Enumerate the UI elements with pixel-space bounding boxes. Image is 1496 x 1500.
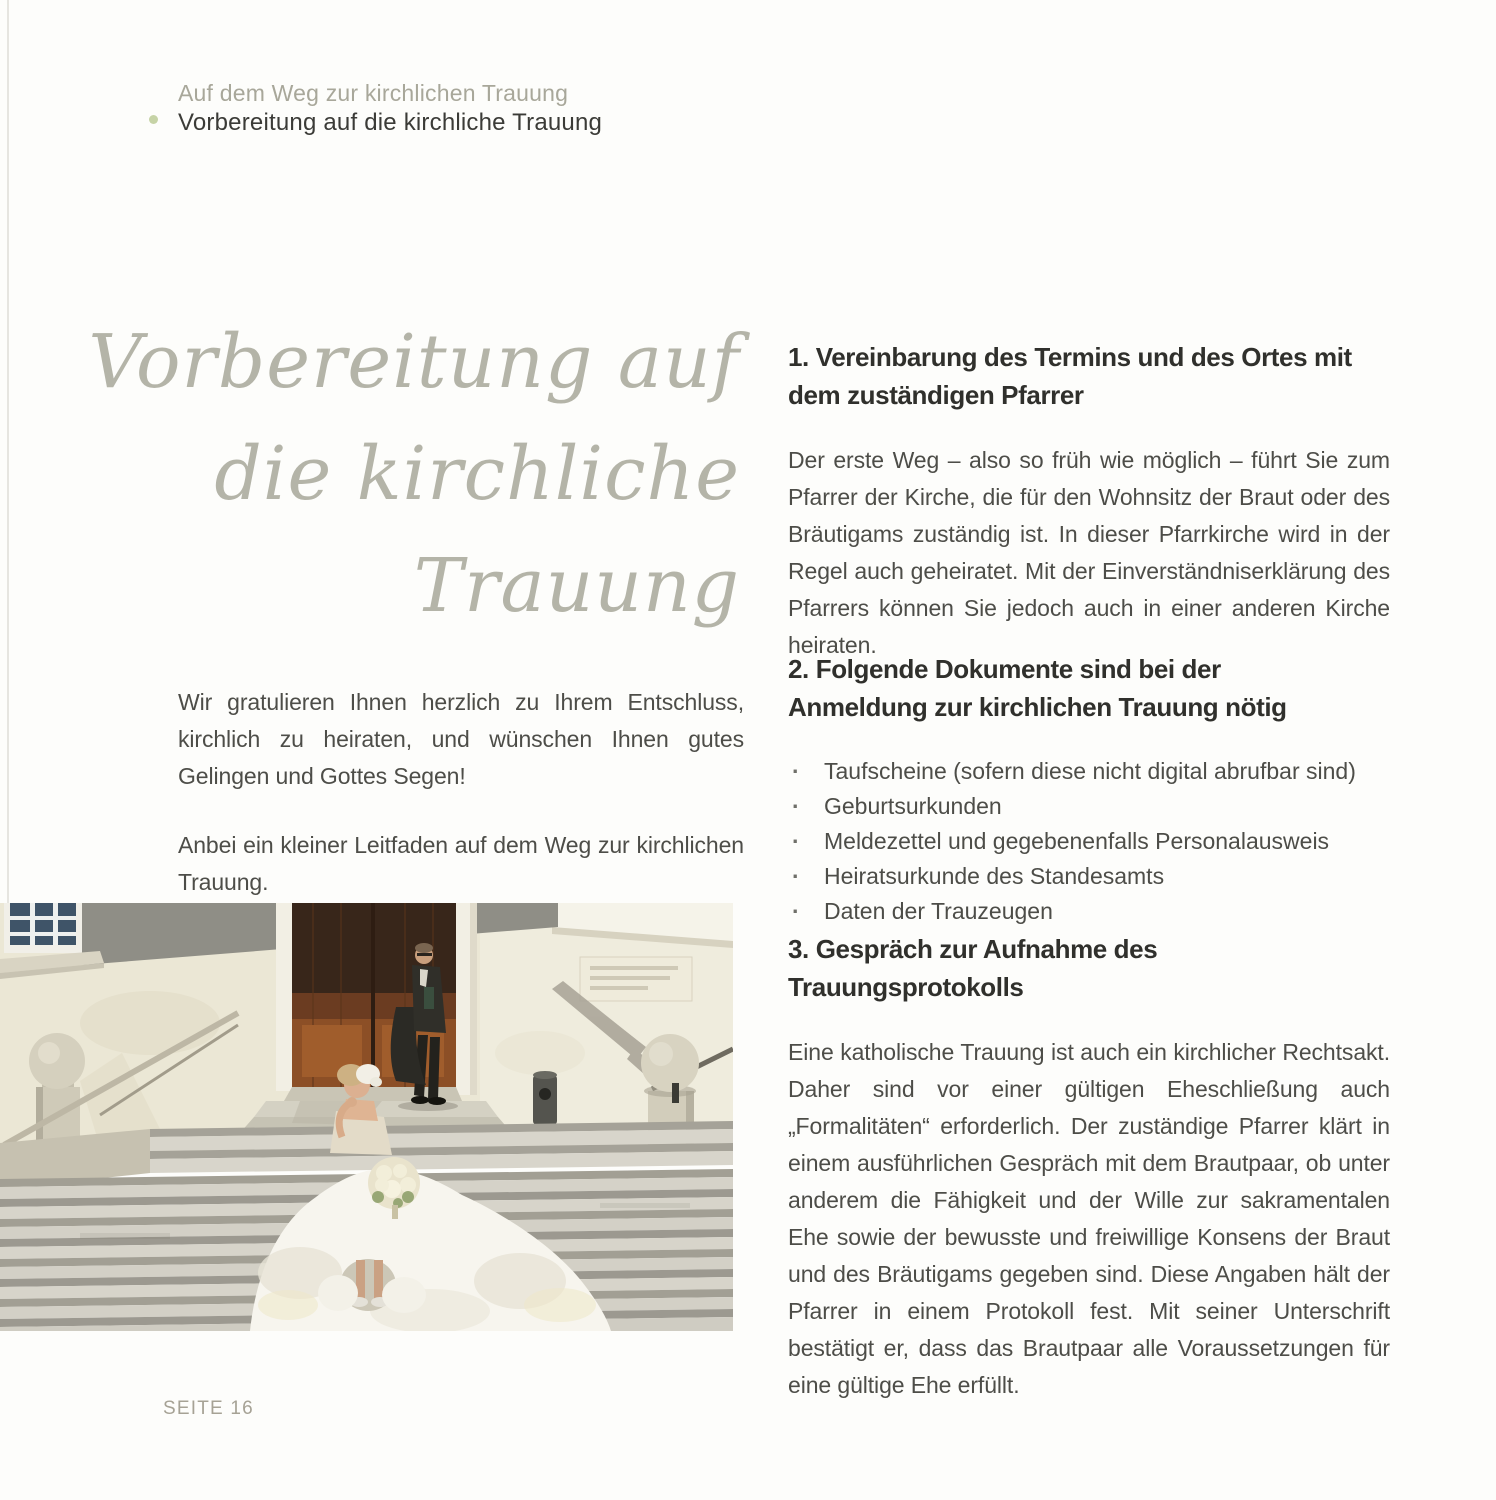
section-body: Der erste Weg – also so früh wie möglich – führt Sie zum Pfarrer der Kirche, die für den Wohnsitz der Braut oder des Bräutigams zuständig ist. In dieser Pfarrkirche wird in der Regel auch geheiratet. Mit der Einverständniserklärung des Pfarrers können Sie jedoch auch in einer anderen Kirche heiraten. (788, 447, 1390, 658)
intro-paragraph: Anbei ein kleiner Leitfaden auf dem Weg zur kirchlichen Trauung. (178, 832, 744, 895)
page-title-line: Vorbereitung auf (88, 319, 740, 405)
bullet-dot-icon: · (792, 898, 800, 924)
bullet-dot-icon: · (792, 828, 800, 854)
bullet-dot-icon: · (792, 863, 800, 889)
heading-line: Anmeldung zur kirchlichen Trauung nötig (788, 692, 1287, 722)
page-scan-edge (7, 0, 9, 903)
section-documents (788, 650, 1390, 929)
checklist-item-label: Heiratsurkunde des Standesamts (824, 863, 1165, 889)
page-number: SEITE 16 (163, 1398, 254, 1419)
section-body: Eine katholische Trauung ist auch ein kirchlicher Rechtsakt. Daher sind vor einer gültigen Eheschließung auch „Formalitäten“ erforderlich. Der zuständige Pfarrer klärt in einem ausführlichen Gespräch mit dem Brautpaar, ob unter anderem die Fähigkeit und der Wille zur sakramentalen Ehe sowie der bewusste und freiwillige Konsens der Braut und des Bräutigams gegeben sind. Diese Angaben hält der Pfarrer in einem Protokoll fest. Mit seiner Unterschrift bestätigt er, dass das Brautpaar alle Voraussetzungen für eine gültige Ehe erfüllt. (788, 1039, 1390, 1398)
intro-text (178, 684, 744, 901)
checklist-item-label: Geburtsurkunden (824, 793, 1002, 819)
bullet-dot-icon: · (792, 758, 800, 784)
page-title (88, 306, 740, 642)
heading-line: 1. Vereinbarung des Termins und des Ortes mit (788, 342, 1352, 372)
checklist-item (788, 754, 1390, 789)
document-checklist (788, 754, 1390, 929)
checklist-item (788, 894, 1390, 929)
section-heading (788, 338, 1390, 414)
page-title-line: Trauung (413, 543, 740, 629)
section-heading (788, 650, 1390, 726)
heading-line: Trauungsprotokolls (788, 972, 1024, 1002)
checklist-item-label: Taufscheine (sofern diese nicht digital abrufbar sind) (824, 758, 1356, 784)
heading-line: dem zuständigen Pfarrer (788, 380, 1084, 410)
checklist-item (788, 824, 1390, 859)
checklist-item (788, 859, 1390, 894)
breadcrumb-title: Vorbereitung auf die kirchliche Trauung (178, 109, 603, 136)
section-heading (788, 930, 1390, 1006)
intro-paragraph: Wir gratulieren Ihnen herzlich zu Ihrem Entschluss, kirchlich zu heiraten, und wünschen Ihnen gutes Gelingen und Gottes Segen! (178, 689, 744, 789)
breadcrumb (178, 78, 602, 138)
checklist-item (788, 789, 1390, 824)
heading-line: 2. Folgende Dokumente sind bei der (788, 654, 1221, 684)
breadcrumb-bullet-icon (149, 115, 158, 124)
breadcrumb-kicker: Auf dem Weg zur kirchlichen Trauung (178, 80, 569, 106)
wedding-photo (0, 903, 733, 1331)
checklist-item-label: Daten der Trauzeugen (824, 898, 1053, 924)
bullet-dot-icon: · (792, 793, 800, 819)
section-appointment (788, 338, 1390, 687)
wedding-photo-illustration (0, 903, 733, 1331)
section-protocol (788, 930, 1390, 1427)
checklist-item-label: Meldezettel und gegebenenfalls Personalausweis (824, 828, 1330, 854)
heading-line: 3. Gespräch zur Aufnahme des (788, 934, 1158, 964)
page-title-line: die kirchliche (214, 431, 740, 517)
